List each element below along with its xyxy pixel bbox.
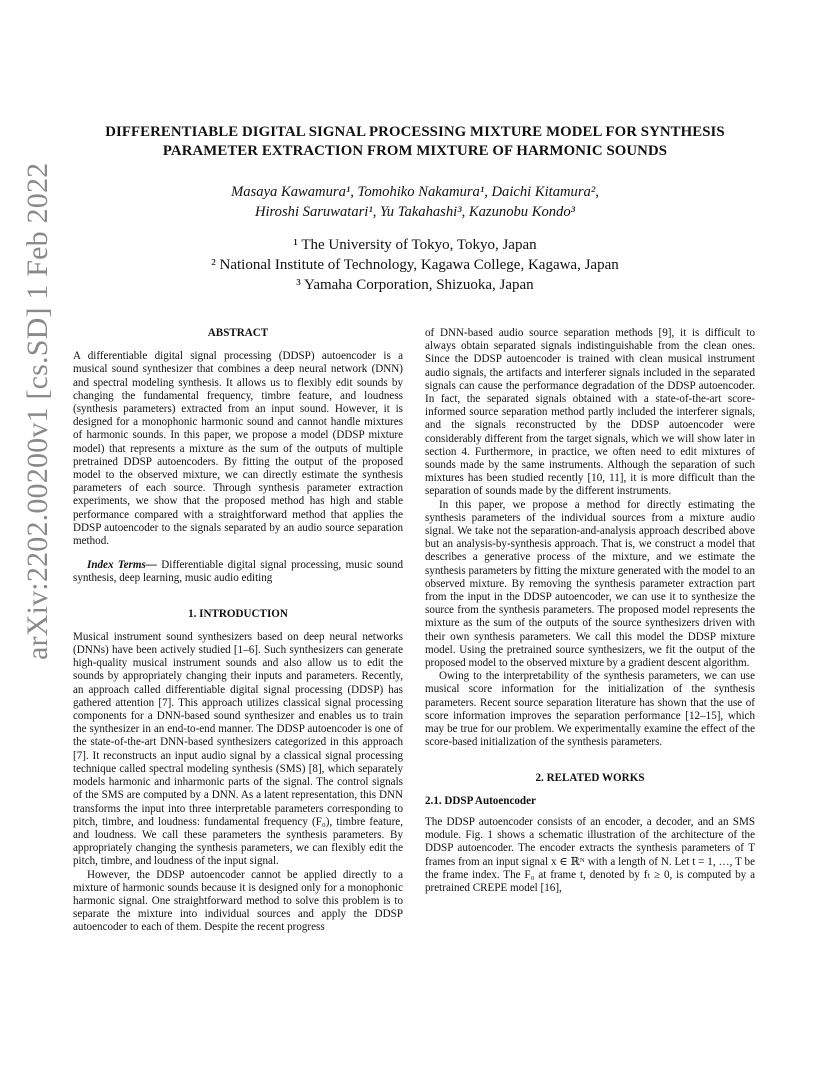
left-column [73, 327, 403, 935]
intro-paragraph: However, the DDSP autoencoder cannot be applied directly to a mixture of harmonic sounds because it is designed only for a monophonic harmonic signal. One straightforward method to solve this problem is to separate the mixture into individual sources and apply the DDSP autoencoder to each of them. Despite the recent progress [73, 868, 403, 934]
body-paragraph: The DDSP autoencoder consists of an encoder, a decoder, and an SMS module. Fig. 1 shows a schematic illustration of the architecture of the DDSP autoencoder. The encoder extracts the synthesis parameters of T frames from an input signal x ∈ ℝᴺ with a length of N. Let t = 1, …, T be the frame index. The F₀ at frame t, denoted by fₜ ≥ 0, is computed by a pretrained CREPE model [16], [425, 815, 755, 894]
subsection-heading-ddsp-autoencoder: 2.1. DDSP Autoencoder [425, 794, 536, 807]
author-line: Hiroshi Saruwatari¹, Yu Takahashi³, Kazunobu Kondo³ [254, 204, 576, 220]
affiliation: ³ Yamaha Corporation, Shizuoka, Japan [296, 277, 534, 293]
body-paragraph: In this paper, we propose a method for directly estimating the synthesis parameters of the individual sources from a mixture audio signal. We take not the separation-and-analysis approach described above but an analysis-by-synthesis approach. That is, we construct a model that describes a generative process of the mixture, and we estimate the synthesis parameters by fitting the mixture generated with the model to an observed mixture. By removing the synthesis parameter extraction part from the input in the DDSP autoencoder, we can use it to synthesize the source from the synthesis parameters. The proposed model represents the mixture as the sum of the outputs of the source synthesizers driven with their own synthesis parameters. We call this model the DDSP mixture model. Using the pretrained source synthesizers, we fit the output of the proposed model to the observed mixture by a gradient descent algorithm. [425, 498, 755, 670]
section-heading-introduction: 1. INTRODUCTION [188, 607, 288, 620]
index-terms-label: Index Terms— [87, 559, 157, 572]
affiliations [140, 235, 690, 295]
author-line: Masaya Kawamura¹, Tomohiko Nakamura¹, Daichi Kitamura², [231, 184, 599, 200]
abstract-heading: ABSTRACT [207, 327, 269, 339]
affiliation: ¹ The University of Tokyo, Tokyo, Japan [293, 237, 537, 253]
title-line: PARAMETER EXTRACTION FROM MIXTURE OF HARMONIC SOUNDS [162, 143, 668, 159]
author-list [120, 182, 710, 222]
paper-title [60, 123, 770, 161]
index-terms [73, 559, 403, 585]
body-paragraph: Owing to the interpretability of the synthesis parameters, we can use musical score information for the initialization of the synthesis parameters. Recent source separation literature has shown that the use of score information improves the separation performance [12–15], which may be true for our problem. We experimentally examine the effect of the score-based initialization of the synthesis parameters. [425, 670, 755, 749]
title-line: DIFFERENTIABLE DIGITAL SIGNAL PROCESSING MIXTURE MODEL FOR SYNTHESIS [105, 124, 725, 140]
intro-paragraph: Musical instrument sound synthesizers based on deep neural networks (DNNs) have been actively studied [1–6]. Such synthesizers can generate high-quality musical instrument sounds and also allow us to edit the sounds by appropriately changing their inputs and parameters. Recently, an approach called differentiable digital signal processing (DDSP) has gathered attention [7]. This approach utilizes classical signal processing components for a DNN-based sound synthesizer and enables us to train the synthesizer in an end-to-end manner. The DDSP autoencoder is one of the state-of-the-art DNN-based synthesizers categorized in this approach [7]. It reconstructs an input audio signal by a classical signal processing technique called spectral modeling synthesis (SMS) [8], which separately models harmonic and inharmonic parts of the signal. The control signals of the SMS are computed by a DNN. As a latent representation, this DNN transforms the input into three interpretable parameters corresponding to pitch, timbre, and loudness: fundamental frequency (F₀), timbre feature, and loudness. We call these parameters the synthesis parameters. By appropriately changing the synthesis parameters, we can flexibly edit the pitch, timbre, and loudness of the input signal. [73, 630, 403, 868]
abstract-text: A differentiable digital signal processing (DDSP) autoencoder is a musical sound synthesizer that combines a deep neural network (DNN) and spectral modeling synthesis. It allows us to flexibly edit sounds by changing the fundamental frequency, timbre feature, and loudness (synthesis parameters) extracted from an input sound. However, it is designed for a monophonic harmonic sound and cannot handle mixtures of harmonic sounds. In this paper, we propose a model (DDSP mixture model) that represents a mixture as the sum of the outputs of multiple pretrained DDSP autoencoders. By fitting the output of the proposed model to the observed mixture, we can directly estimate the synthesis parameters of each source. Through synthesis parameter extraction experiments, we show that the proposed method has high and stable performance compared with a straightforward method that applies the DDSP autoencoder to the signals separated by an audio source separation method. [73, 350, 403, 548]
affiliation: ² National Institute of Technology, Kagawa College, Kagawa, Japan [211, 257, 619, 273]
index-terms-text: Differentiable digital signal processing, music sound synthesis, deep learning, music audio editing [73, 559, 403, 585]
body-paragraph: of DNN-based audio source separation methods [9], it is difficult to always obtain separated signals indistinguishable from the clean ones. Since the DDSP autoencoder is trained with clean musical instrument audio signals, the artifacts and interferer signals included in the separated signals can cause the performance degradation of the DDSP autoencoder. In fact, the separated signals obtained with a state-of-the-art score-informed source separation method partly included the interferer signals, and the signals reconstructed by the DDSP autoencoder were considerably different from the target signals, which we will show later in section 4. Furthermore, in practice, we often need to edit mixtures of sounds made by the same instruments. Although the separation of such mixtures has been studied recently [10, 11], it is more difficult than the separation of sounds made by the different instruments. [425, 327, 755, 498]
section-heading-related-works: 2. RELATED WORKS [535, 771, 645, 784]
right-column [425, 327, 755, 895]
arxiv-identifier: arXiv:2202.00200v1 [cs.SD] 1 Feb 2022 [21, 162, 54, 660]
